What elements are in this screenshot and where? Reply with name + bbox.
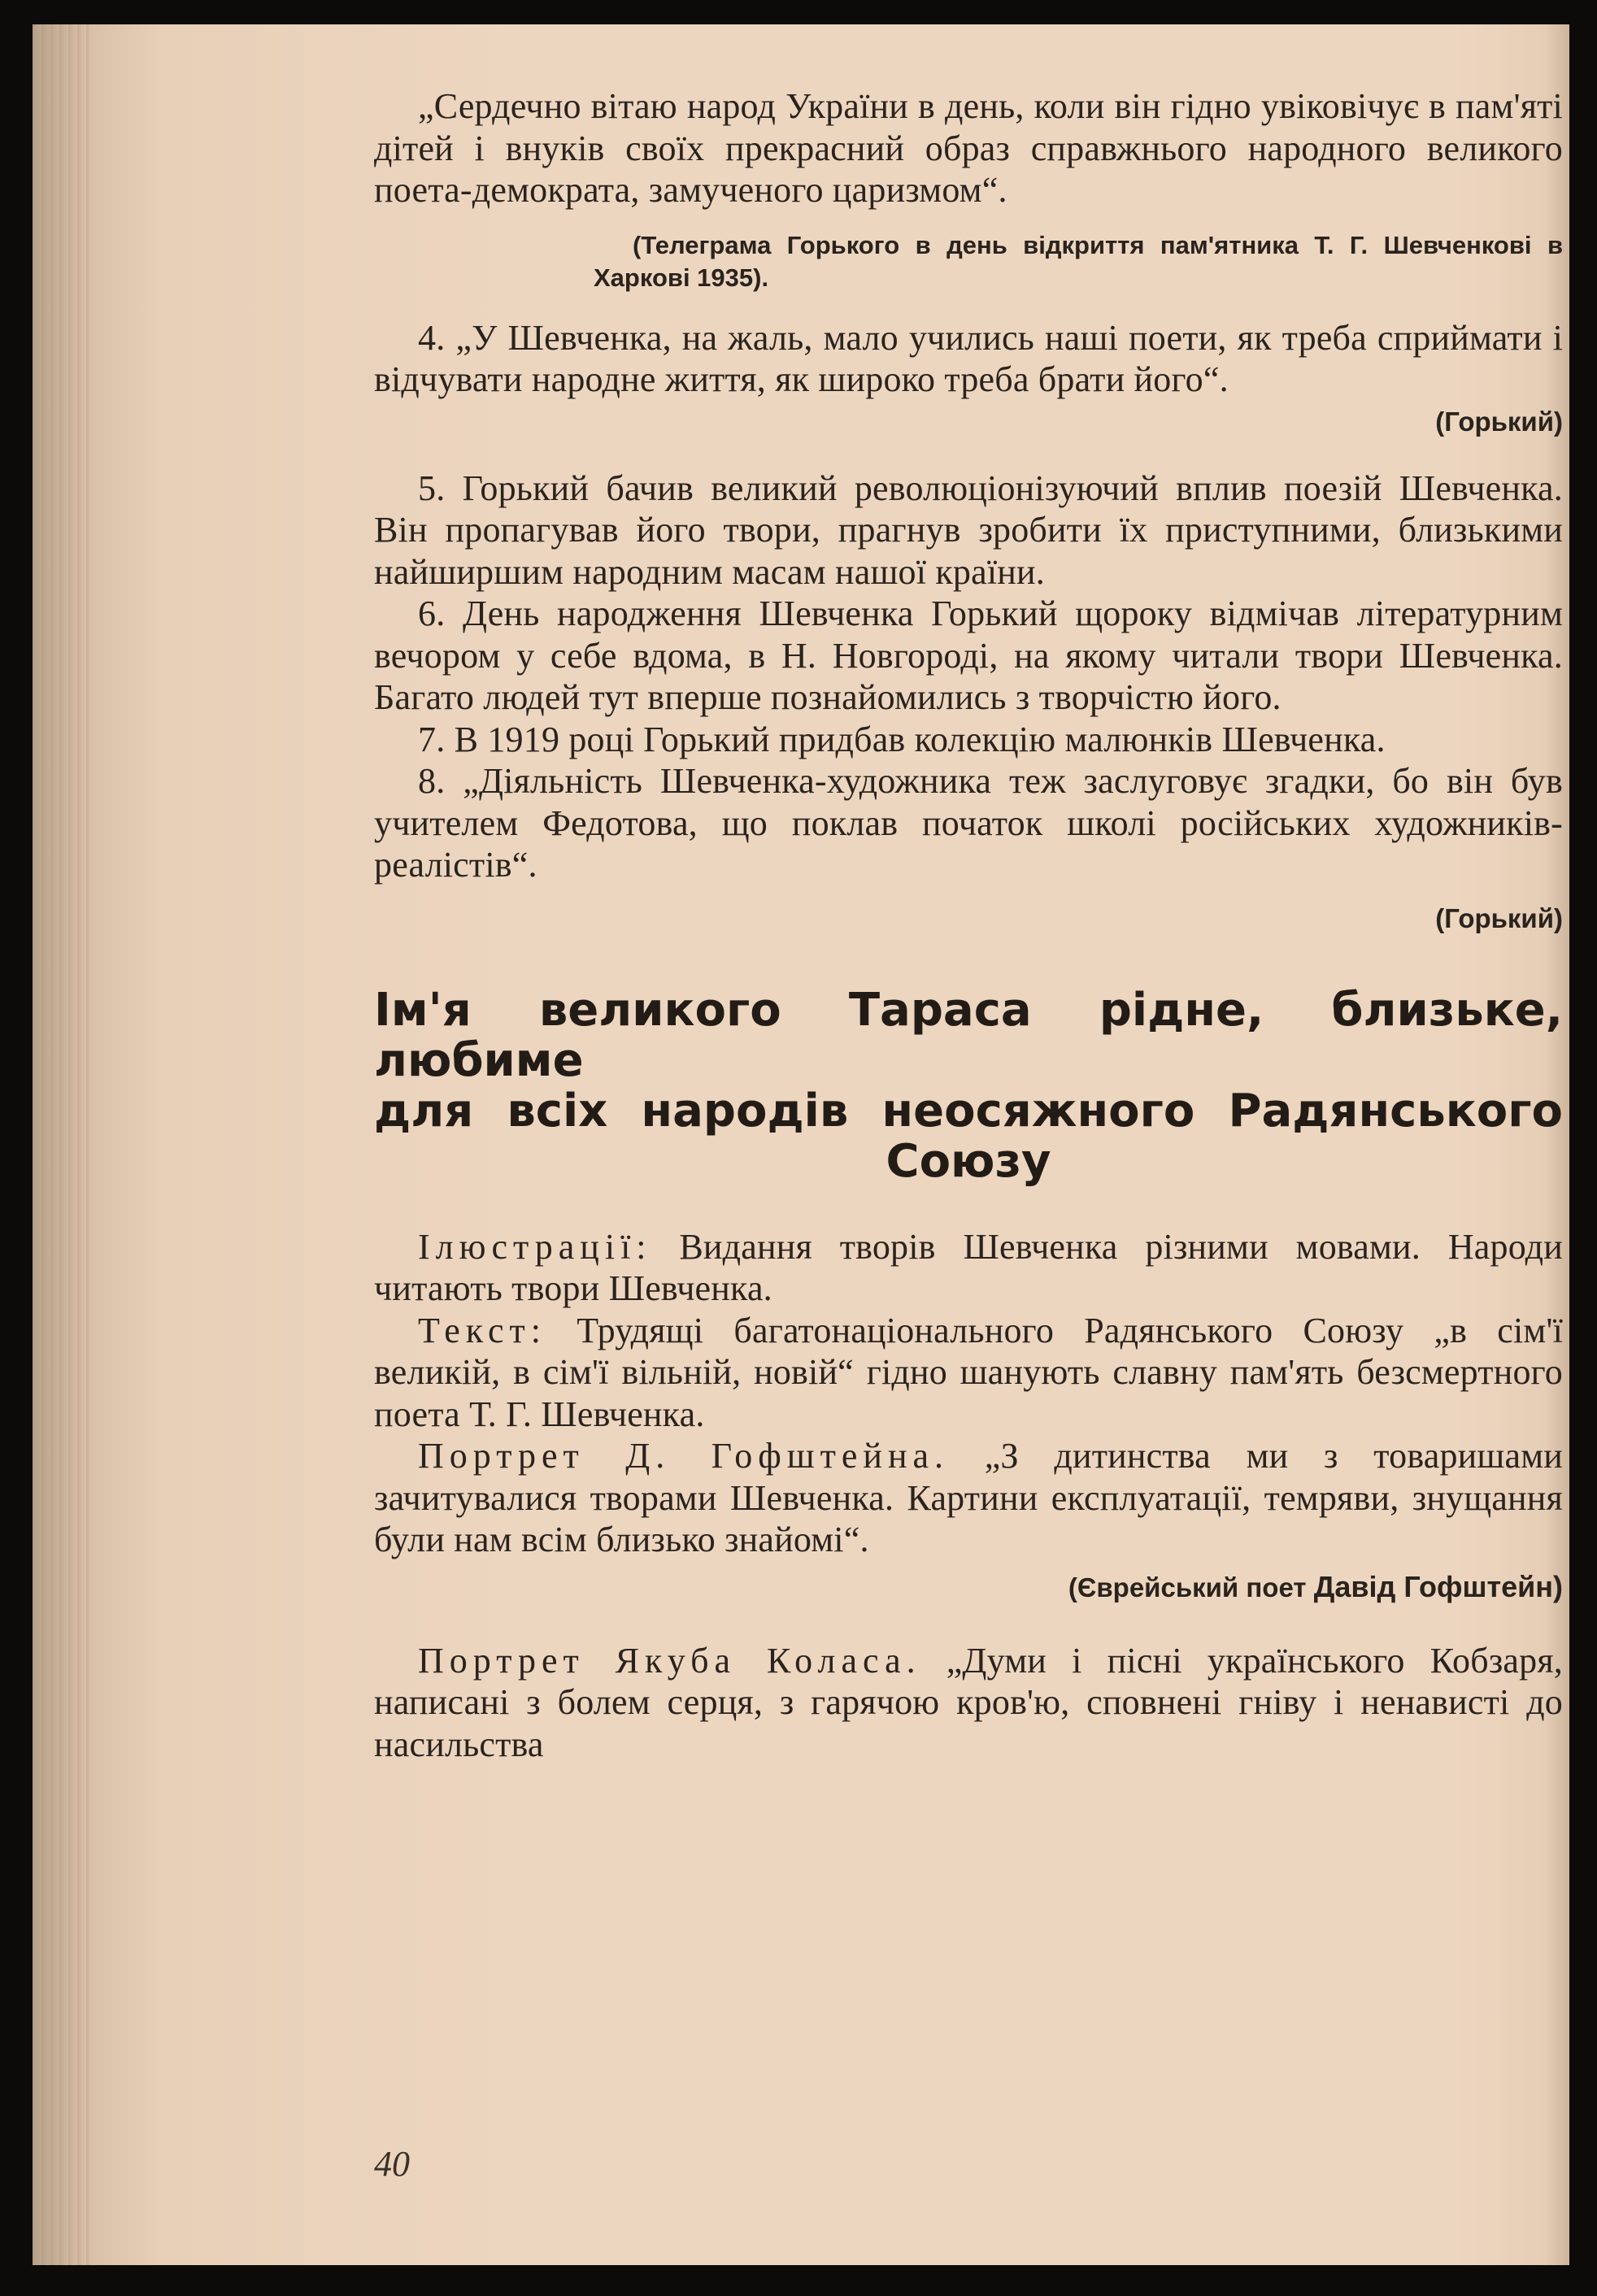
illustrations-lead: Ілюстрації: — [418, 1226, 652, 1267]
page-number: 40 — [374, 2144, 410, 2184]
item-5: 5. Горький бачив великий революціонізуючий вплив поезій Шевченка. Він пропагував його твори, прагнув зробити їх приступними, близькими найширшим народним масам нашої країни. — [374, 467, 1563, 592]
heading-line-3: Союзу — [886, 1134, 1051, 1188]
item-4: 4. „У Шевченка, на жаль, мало учились наші поети, як треба сприймати і відчувати народне життя, як широко треба брати його“. — [374, 317, 1563, 399]
illustrations-text: Видання творів Шевченка різними мовами. Народи читають твори Шевченка. — [374, 1226, 1563, 1308]
item-7: 7. В 1919 році Горький придбав колекцію малюнків Шевченка. — [418, 719, 1386, 759]
gofshtein-quote: „З дитинства ми з товаришами зачитувалися творами Шевченка. Картини експлуатації, темряви, знущання були нам всім близько знайомі“. — [374, 1436, 1564, 1559]
item-8-source: (Горький) — [1435, 902, 1563, 933]
heading-line-1: Ім'я великого Тараса рідне, близьке, любиме — [374, 983, 1563, 1087]
kolas-lead: Портрет Якуба Коласа. — [418, 1640, 921, 1681]
illustrations-paragraph — [374, 1226, 1563, 1310]
gofshtein-source-name: Давід Гофштейн) — [1313, 1569, 1563, 1603]
gorky-telegram-quote: „Сердечно вітаю народ України в день, коли він гідно увіковічує в пам'яті дітей і внуків своїх прекрасний образ справжнього народного великого поета-демократа, замученого царизмом“. — [374, 86, 1563, 210]
telegram-source: (Телеграма Горького в день відкриття пам'ятника Т. Г. Шевченкові в Харкові 1935). — [594, 230, 1563, 292]
kolas-quote: „Думи і пісні українського Кобзаря, написані з болем серця, з гарячою кров'ю, сповнені гніву і ненависті до насильства — [374, 1640, 1563, 1764]
text-paragraph — [374, 1310, 1563, 1436]
heading-line-2: для всіх народів неосяжного Радянського — [374, 1084, 1563, 1137]
book-page — [33, 24, 1569, 2265]
page-content — [374, 85, 1563, 1765]
text-body: Трудящі багатонаціонального Радянського Союзу „в сім'ї великій, в сім'ї вільній, новій“ гідно шанують славну пам'ять безсмертного поета Т. Г. Шевченка. — [374, 1310, 1563, 1434]
item-8: 8. „Діяльність Шевченка-художника теж заслуговує згадки, бо він був учителем Федотова, що поклав початок школі російських художників-реалістів“. — [374, 761, 1563, 885]
item-6: 6. День народження Шевченка Горький щороку відмічав літературним вечором у себе вдома, в Н. Новгороді, на якому читали твори Шевченка. Багато людей тут вперше познайомились з творчістю його. — [374, 594, 1563, 717]
kolas-paragraph — [374, 1640, 1563, 1766]
gofshtein-source — [374, 1571, 1563, 1604]
gofshtein-source-prefix: (Єврейський поет — [1068, 1572, 1307, 1602]
gofshtein-lead: Портрет Д. Гофштейна. — [418, 1436, 950, 1476]
text-lead: Текст: — [418, 1310, 546, 1350]
item-4-source: (Горький) — [1435, 406, 1563, 437]
section-heading — [374, 985, 1563, 1187]
gofshtein-paragraph — [374, 1435, 1563, 1561]
